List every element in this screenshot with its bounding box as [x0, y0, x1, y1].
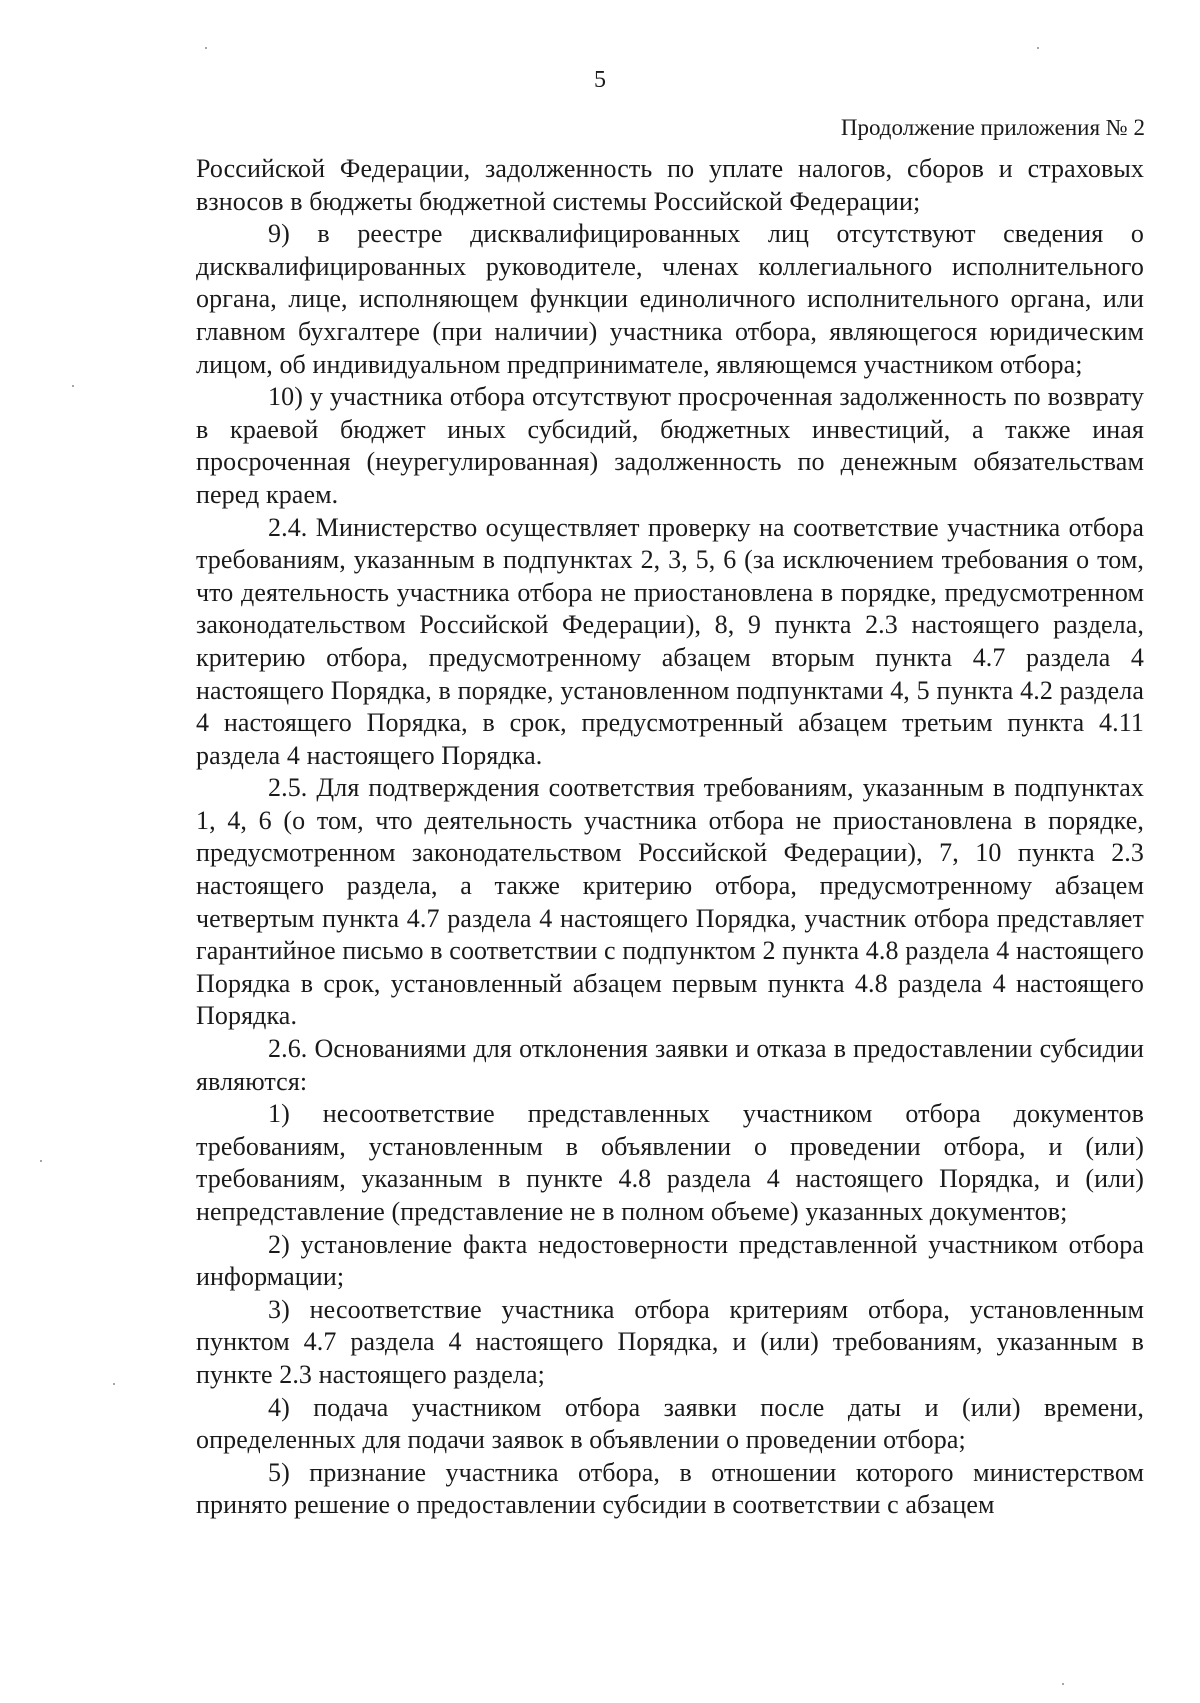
paragraph-clause-2-4: 2.4. Министерство осуществляет проверку на соответствие участника отбора требованиям, указанным в подпунктах 2, 3, 5, 6 (за исключением требования о том, что деятельность участника отбора не приостановлена в порядке, предусмотренном законодательством Российской Федерации), 8, 9 пункта 2.3 настоящего раздела, критерию отбора, предусмотренному абзацем вторым пункта 4.7 раздела 4 настоящего Порядка, в порядке, установленном подпунктами 4, 5 пункта 4.2 раздела 4 настоящего Порядка, в срок, предусмотренный абзацем третьим пункта 4.11 раздела 4 настоящего Порядка. [196, 512, 1144, 770]
paragraph-continuation: Российской Федерации, задолженность по уплате налогов, сборов и страховых взносов в бюджеты бюджетной системы Российской Федерации; [196, 154, 1144, 216]
page-number: 5 [594, 67, 606, 93]
scan-speck [113, 1383, 115, 1385]
paragraph-reason-4: 4) подача участником отбора заявки после даты и (или) времени, определенных для подачи заявок в объявлении о проведении отбора; [196, 1392, 1144, 1455]
scan-speck [1062, 1683, 1064, 1685]
document-body [196, 153, 1144, 1522]
scan-speck [72, 385, 74, 387]
scan-speck [40, 1160, 42, 1162]
appendix-continuation-label: Продолжение приложения № 2 [840, 115, 1145, 140]
paragraph-clause-2-5: 2.5. Для подтверждения соответствия требованиям, указанным в подпунктах 1, 4, 6 (о том, что деятельность участника отбора не приостановлена в порядке, предусмотренном законодательством Российской Федерации), 7, 10 пункта 2.3 настоящего раздела, а также критерию отбора, предусмотренному абзацем четвертым пункта 4.7 раздела 4 настоящего Порядка, участник отбора представляет гарантийное письмо в соответствии с подпунктом 2 пункта 4.8 раздела 4 настоящего Порядка в срок, установленный абзацем первым пункта 4.8 раздела 4 настоящего Порядка. [196, 773, 1144, 1031]
scan-speck [1037, 47, 1039, 49]
paragraph-reason-5: 5) признание участника отбора, в отношении которого министерством принято решение о предоставлении субсидии в соответствии с абзацем [196, 1457, 1144, 1520]
paragraph-reason-1: 1) несоответствие представленных участником отбора документов требованиям, установленным в объявлении о проведении отбора, и (или) требованиям, указанным в пункте 4.8 раздела 4 настоящего Порядка, и (или) непредставление (представление не в полном объеме) указанных документов; [196, 1099, 1144, 1226]
paragraph-reason-2: 2) установление факта недостоверности представленной участником отбора информации; [196, 1229, 1144, 1292]
paragraph-item-10: 10) у участника отбора отсутствуют просроченная задолженность по возврату в краевой бюджет иных субсидий, бюджетных инвестиций, а также иная просроченная (неурегулированная) задолженность по денежным обязательствам перед краем. [196, 382, 1144, 509]
paragraph-reason-3: 3) несоответствие участника отбора критериям отбора, установленным пунктом 4.7 раздела 4 настоящего Порядка, и (или) требованиям, указанным в пункте 2.3 настоящего раздела; [196, 1294, 1144, 1389]
scan-speck [205, 47, 207, 49]
paragraph-clause-2-6: 2.6. Основаниями для отклонения заявки и отказа в предоставлении субсидии являются: [196, 1034, 1144, 1096]
paragraph-item-9: 9) в реестре дисквалифицированных лиц отсутствуют сведения о дисквалифицированных руководителе, членах коллегиального исполнительного органа, лице, исполняющем функции единоличного исполнительного органа, или главном бухгалтере (при наличии) участника отбора, являющегося юридическим лицом, об индивидуальном предпринимателе, являющемся участником отбора; [196, 219, 1144, 379]
